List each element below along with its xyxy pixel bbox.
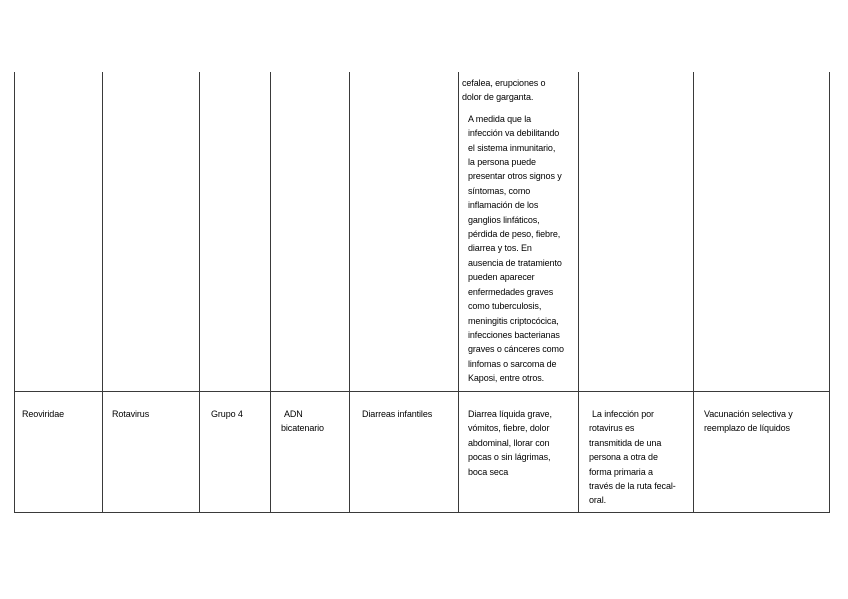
- text-line: ganglios linfáticos,: [468, 214, 540, 225]
- text-line: enfermedades graves: [468, 286, 554, 297]
- column-divider-1: [102, 72, 103, 513]
- treatment-cell: [704, 407, 826, 436]
- text-line: oral.: [589, 495, 607, 506]
- text-line: través de la ruta fecal-: [589, 481, 676, 492]
- transmission-cell: [589, 407, 691, 508]
- text-line: cefalea, erupciones o: [462, 78, 546, 88]
- text-line: pérdida de peso, fiebre,: [468, 229, 561, 240]
- text-line: linfomas o sarcoma de: [468, 358, 557, 369]
- text-line: vómitos, fiebre, dolor: [468, 423, 550, 434]
- column-divider-3: [270, 72, 271, 513]
- text-line: la persona puede: [468, 157, 536, 168]
- text-line: reemplazo de líquidos: [704, 423, 790, 434]
- text-line: infección va debilitando: [468, 128, 560, 139]
- symptoms-paragraph-2: [462, 112, 576, 386]
- text-line: Vacunación selectiva y: [704, 409, 793, 419]
- text-line: transmitida de una: [589, 437, 662, 448]
- text-line: ausencia de tratamiento: [468, 257, 562, 268]
- text-line: rotavirus es: [589, 423, 635, 434]
- group-cell: [211, 407, 269, 421]
- text-line: persona a otra de: [589, 452, 658, 463]
- text-line: infecciones bacterianas: [468, 329, 560, 340]
- disease-cell: [362, 407, 456, 421]
- table-border-bottom: [14, 512, 830, 513]
- family-name: Reoviridae: [22, 409, 65, 419]
- group-value: Grupo 4: [211, 409, 243, 419]
- text-line: dolor de garganta.: [462, 92, 534, 103]
- text-line: bicatenario: [281, 423, 324, 434]
- genome-cell: [281, 407, 347, 436]
- text-line: presentar otros signos y: [468, 171, 562, 182]
- column-divider-4: [349, 72, 350, 513]
- text-line: el sistema inmunitario,: [468, 142, 556, 153]
- column-divider-2: [199, 72, 200, 513]
- text-line: graves o cánceres como: [468, 344, 564, 355]
- text-line: Kaposi, entre otros.: [468, 373, 545, 384]
- text-line: pocas o sin lágrimas,: [468, 452, 551, 463]
- symptoms-cell: [468, 407, 576, 479]
- text-line: diarrea y tos. En: [468, 243, 532, 254]
- text-line: abdominal, llorar con: [468, 437, 550, 448]
- text-line: ADN: [284, 409, 303, 419]
- text-line: La infección por: [592, 409, 654, 419]
- symptoms-paragraph-1: [462, 76, 576, 105]
- text-line: A medida que la: [468, 113, 532, 124]
- top-row-symptoms-cell: [462, 76, 576, 386]
- virus-cell: [112, 407, 196, 421]
- column-divider-6: [578, 72, 579, 513]
- text-line: forma primaria a: [589, 466, 653, 477]
- table-border-left: [14, 72, 15, 513]
- disease-name: Diarreas infantiles: [362, 409, 433, 419]
- table-border-right: [829, 72, 830, 513]
- column-divider-5: [458, 72, 459, 513]
- text-line: meningitis criptocócica,: [468, 315, 559, 326]
- text-line: Diarrea líquida grave,: [468, 409, 552, 419]
- column-divider-7: [693, 72, 694, 513]
- text-line: inflamación de los: [468, 200, 539, 211]
- row-divider: [14, 391, 830, 392]
- text-line: como tuberculosis,: [468, 301, 542, 312]
- family-cell: [22, 407, 100, 421]
- text-line: síntomas, como: [468, 185, 531, 196]
- virus-name: Rotavirus: [112, 409, 150, 419]
- text-line: pueden aparecer: [468, 272, 535, 283]
- text-line: boca seca: [468, 466, 509, 477]
